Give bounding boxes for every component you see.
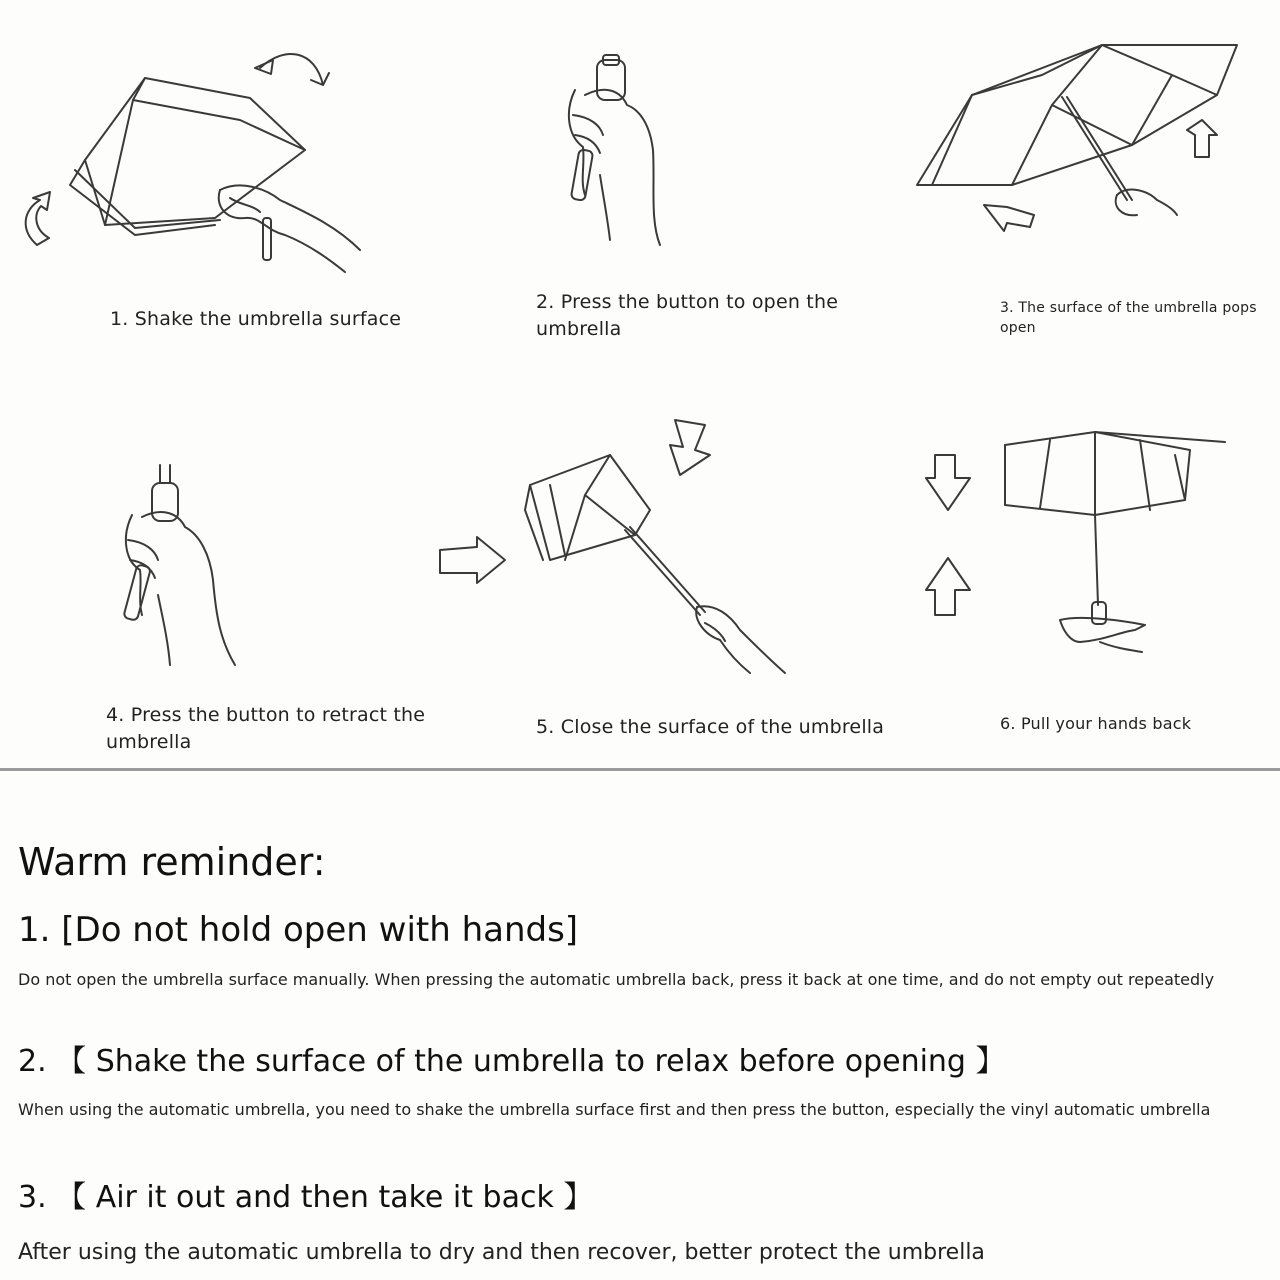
- reminder-text: Do not open the umbrella surface manually. When pressing the automatic umbrella back, press it back at one time, and do not empty out repeatedly: [18, 970, 1215, 989]
- reminder-heading: 2. 【 Shake the surface of the umbrella to relax before opening 】: [18, 1044, 1006, 1079]
- step-caption: 6. Pull your hands back: [1000, 714, 1192, 733]
- reminder-text: After using the automatic umbrella to dry and then recover, better protect the umbrella: [18, 1240, 985, 1265]
- section-divider: [0, 768, 1280, 771]
- reminder-heading: 3. 【 Air it out and then take it back 】: [18, 1180, 594, 1215]
- press-open-button-illustration: [555, 55, 675, 255]
- reminder-title: Warm reminder:: [18, 840, 326, 884]
- reminder-heading: 1. [Do not hold open with hands]: [18, 910, 579, 950]
- press-retract-button-illustration: [110, 465, 250, 675]
- step-caption: 5. Close the surface of the umbrella: [536, 716, 885, 738]
- pull-hands-back-illustration: [920, 420, 1230, 660]
- step-caption: 1. Shake the umbrella surface: [110, 308, 402, 330]
- umbrella-pops-open-illustration: [912, 35, 1247, 265]
- step-caption: 4. Press the button to retract the umbrella: [106, 704, 426, 753]
- step-caption: 3. The surface of the umbrella pops open: [1000, 300, 1257, 336]
- close-umbrella-illustration: [435, 415, 795, 680]
- step-caption: 2. Press the button to open the umbrella: [536, 291, 839, 340]
- reminder-text: When using the automatic umbrella, you need to shake the umbrella surface first and then press the button, especially the vinyl automatic umbrella: [18, 1100, 1211, 1119]
- shake-umbrella-illustration: [15, 40, 365, 280]
